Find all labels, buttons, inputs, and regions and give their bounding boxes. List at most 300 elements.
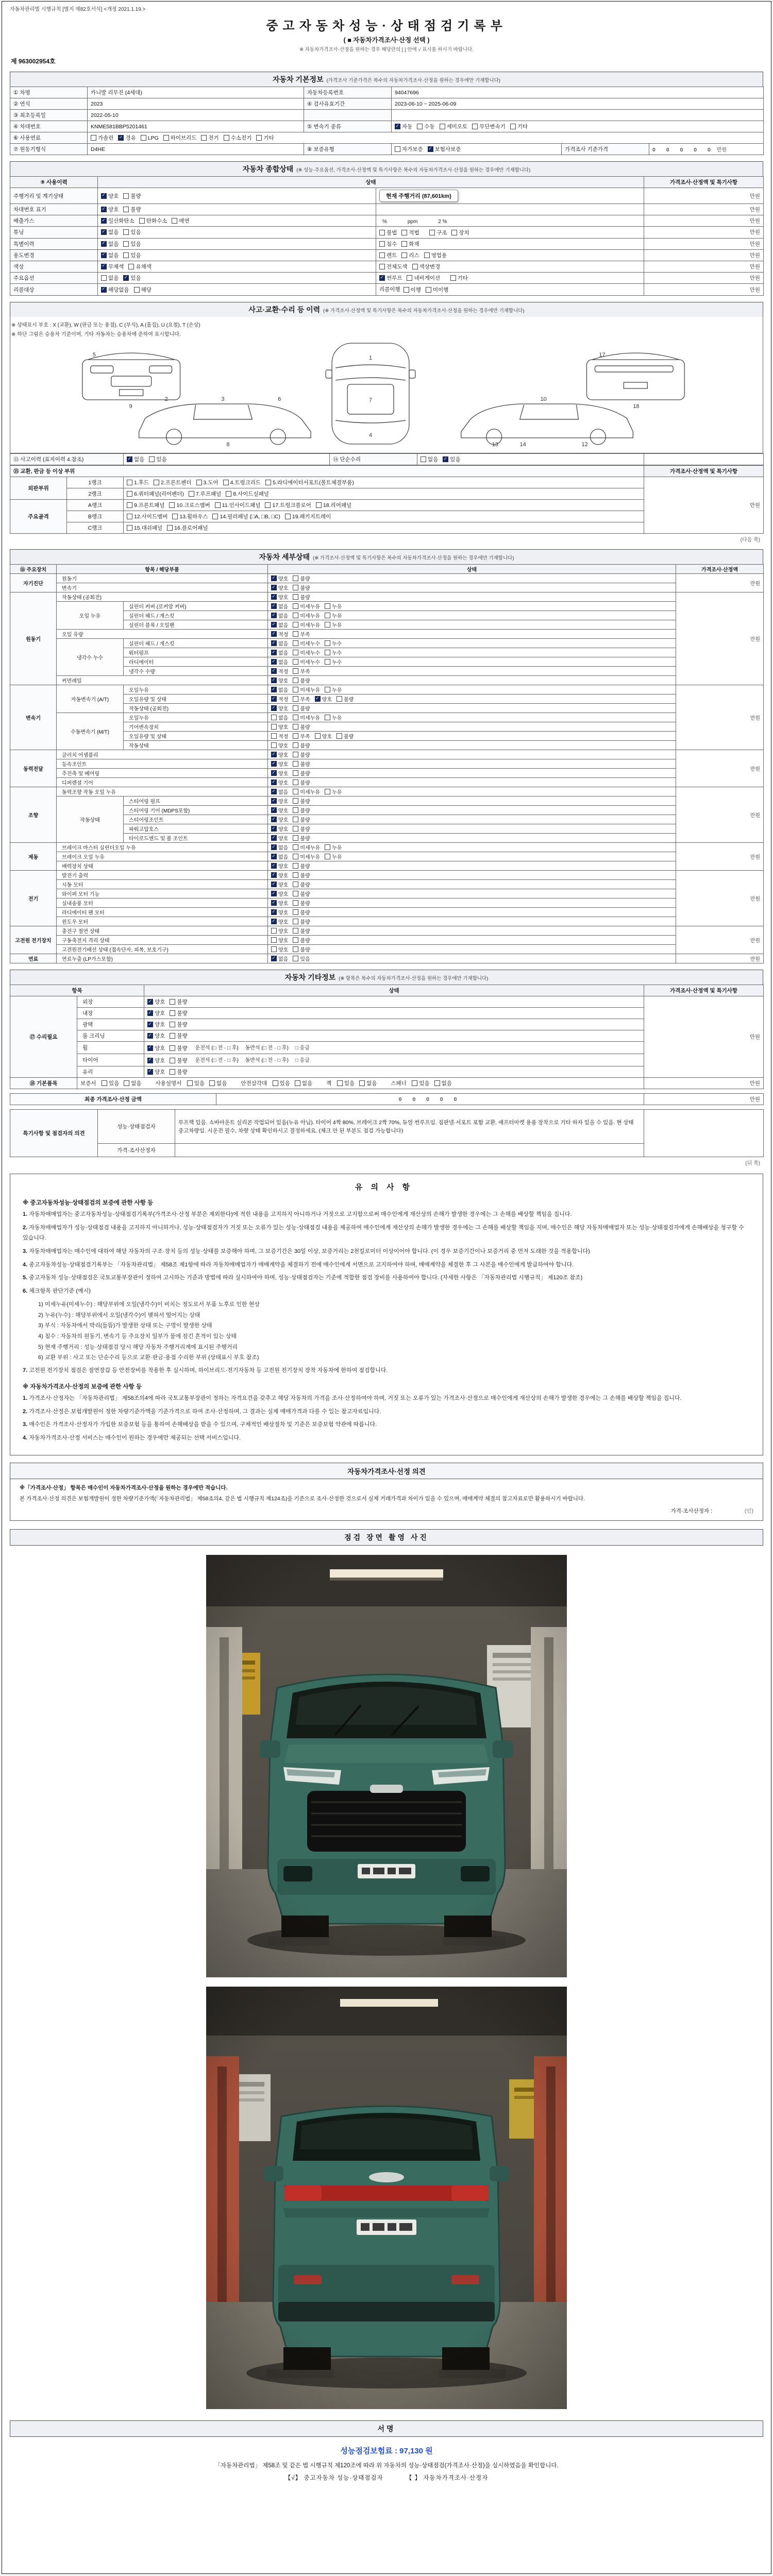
checkbox-양호[interactable]: ✓ 양호 bbox=[271, 918, 288, 925]
checkbox-이행[interactable]: 이행 bbox=[404, 286, 421, 294]
checkbox-불량[interactable]: 불량 bbox=[293, 778, 310, 786]
checkbox-있음[interactable]: 있음 bbox=[337, 1079, 355, 1087]
field-label: 용도변경 bbox=[10, 249, 98, 261]
checkbox-누유[interactable]: 누유 bbox=[325, 853, 342, 860]
checkbox-불량[interactable]: 불량 bbox=[293, 769, 310, 777]
checkbox-3.도어[interactable]: 3.도어 bbox=[196, 479, 219, 486]
table-cell: 리콜이행 이행 미이행 bbox=[376, 284, 644, 296]
checkbox-미세누유[interactable]: 미세누유 bbox=[293, 788, 320, 795]
signature-section-header: 서명 bbox=[10, 2420, 763, 2437]
checkbox-누유[interactable]: 누유 bbox=[325, 686, 342, 693]
checkbox-양호[interactable]: ✓ 양호 bbox=[271, 778, 288, 786]
checkbox-불량[interactable]: 불량 bbox=[293, 723, 310, 731]
inspection-insurance-fee: 성능점검보험료 : 97,130 원 bbox=[340, 2446, 433, 2455]
checkbox-화재[interactable]: 화재 bbox=[401, 240, 419, 248]
checkbox-불량[interactable]: 불량 bbox=[123, 206, 141, 213]
checkbox-불량[interactable]: 불량 bbox=[293, 806, 310, 814]
checkbox-불량[interactable]: 불량 bbox=[293, 945, 310, 953]
checkbox-없음[interactable]: ✓ 없음 bbox=[271, 853, 288, 860]
notice-item: 3. 매수인은 가격조사·산정자가 가입한 보증보험 등을 통하여 손해배상을 받을 수 있으며, 구체적인 배상절차 및 기준은 보증보험 약관에 따릅니다. bbox=[23, 1421, 377, 1428]
checkbox-있음[interactable]: 있음 bbox=[412, 1079, 429, 1087]
table-cell bbox=[376, 188, 644, 204]
checkbox-양호[interactable]: ✓ 양호 bbox=[147, 1009, 165, 1017]
form-reference: 자동차관리법 시행규칙 [별지 제82호서식] <개정 2021.1.19.> bbox=[10, 7, 146, 12]
group-label: 전기 bbox=[10, 871, 57, 926]
checkbox-미이행[interactable]: 미이행 bbox=[426, 286, 448, 294]
checkbox-불량[interactable]: 불량 bbox=[170, 1068, 187, 1076]
checkbox-1.후드[interactable]: 1.후드 bbox=[127, 479, 149, 486]
checkbox-양호[interactable]: ✓ 양호 bbox=[147, 1032, 165, 1040]
checkbox-누유[interactable]: 누유 bbox=[325, 621, 342, 629]
checkbox-7.루프패널[interactable]: 7.루프패널 bbox=[189, 490, 221, 498]
checkbox-양호[interactable]: 양호 bbox=[271, 927, 288, 935]
amount-cell: 만원 bbox=[644, 1077, 764, 1089]
checkbox-해당[interactable]: 해당 bbox=[134, 286, 152, 294]
status-checks bbox=[268, 750, 676, 759]
item-label: 실린더 헤드 / 개스킷 bbox=[124, 639, 268, 648]
item-label: 추진축 및 베어링 bbox=[57, 769, 268, 778]
checkbox-전기[interactable]: 전기 bbox=[201, 134, 219, 142]
checkbox-양호[interactable]: ✓ 양호 bbox=[315, 695, 332, 703]
checkbox-누유[interactable]: 누유 bbox=[325, 788, 342, 795]
checkbox-불량[interactable]: 불량 bbox=[293, 797, 310, 805]
checkbox-8.사이드실패널[interactable]: 8.사이드실패널 bbox=[226, 490, 269, 498]
checkbox-있음[interactable]: 있음 bbox=[123, 240, 141, 248]
status-checks bbox=[268, 796, 676, 806]
checkbox-양호[interactable]: ✓ 양호 bbox=[147, 1021, 165, 1028]
checkbox-없음[interactable]: ✓ 없음 bbox=[271, 658, 288, 666]
checkbox-없음[interactable]: ✓ 없음 bbox=[127, 455, 144, 463]
group-label: 조향 bbox=[10, 787, 57, 843]
checkbox-유채색[interactable]: 유채색 bbox=[128, 263, 151, 270]
status-checks bbox=[268, 824, 676, 834]
checkbox-18.리어패널[interactable]: 18.리어패널 bbox=[316, 501, 351, 509]
page-marker-next: (다음 쪽) bbox=[740, 537, 760, 544]
table-cell bbox=[98, 249, 376, 261]
overall-condition-table bbox=[10, 176, 764, 296]
status-checks bbox=[268, 769, 676, 778]
table-cell: ⑨ 사용이력 bbox=[10, 177, 98, 188]
svg-text:14: 14 bbox=[519, 442, 526, 448]
checkbox-미세누수[interactable]: 미세누수 bbox=[293, 639, 320, 647]
checkbox-양호[interactable]: ✓ 양호 bbox=[271, 676, 288, 684]
table-cell bbox=[376, 261, 644, 272]
checkbox-양호[interactable]: ✓ 양호 bbox=[271, 574, 288, 582]
checkbox-양호[interactable]: 양호 bbox=[271, 945, 288, 953]
checkbox-없음[interactable]: ✓ 없음 bbox=[271, 621, 288, 629]
checkbox-자동[interactable]: ✓ 자동 bbox=[395, 123, 412, 130]
price-appraiser-sign-label: 가격·조사산정자 : bbox=[670, 1507, 712, 1514]
checkbox-없음[interactable]: 없음 bbox=[124, 1079, 141, 1087]
price-opinion-body bbox=[10, 1479, 763, 1520]
checkbox-있음[interactable]: 있음 bbox=[293, 955, 310, 962]
checkbox-10.크로스멤버[interactable]: 10.크로스멤버 bbox=[169, 501, 210, 509]
photo-stack bbox=[10, 1546, 763, 2412]
checkbox-없음[interactable]: 없음 bbox=[271, 714, 288, 721]
checkbox-불량[interactable]: 불량 bbox=[293, 704, 310, 712]
status-checks bbox=[268, 852, 676, 861]
status-checks bbox=[268, 694, 676, 704]
item-label: 오일유량 및 상태 bbox=[124, 732, 268, 741]
table-cell bbox=[376, 238, 644, 249]
checkbox-불량[interactable]: 불량 bbox=[293, 936, 310, 944]
status-checks bbox=[268, 704, 676, 713]
checkbox-양호[interactable]: ✓ 양호 bbox=[271, 908, 288, 916]
checkbox-썬루프[interactable]: ✓ 썬루프 bbox=[379, 274, 402, 282]
notice-item: 1. 자동차매매업자는 중고자동차성능·상태점검기록부(가격조사·산정 부분은 제외한다)에 적힌 내용을 고지하지 아니하거나 거짓으로 고지함으로써 매수인에게 재산상의 손해가 발생한 경우에는 그 손해를 배상할 책임을 집니다. bbox=[23, 1211, 572, 1218]
signature-statement: 「자동차관리법」 제58조 및 같은 법 시행규칙 제120조에 따라 위 자동차의 성능·상태점검(가격조사·산정)을 실시하였음을 확인합니다. bbox=[214, 2462, 559, 2469]
checkbox-양호[interactable]: ✓ 양호 bbox=[271, 825, 288, 833]
notice-subitem: 2) 누유(누수) : 해당부위에서 오일(냉각수)이 맺혀서 떨어지는 상태 bbox=[38, 1312, 200, 1318]
amount-cell: 만원 bbox=[644, 188, 764, 204]
table-cell: 94047696 bbox=[392, 87, 764, 98]
checkbox-있음[interactable]: 있음 bbox=[123, 251, 141, 259]
photo-rear-graphic bbox=[206, 1987, 567, 2409]
subgroup-label: B랭크 bbox=[67, 511, 124, 522]
checkbox-19.패키지트레이[interactable]: 19.패키지트레이 bbox=[285, 513, 331, 520]
checkbox-부족[interactable]: 부족 bbox=[293, 732, 310, 740]
checkbox-12.사이드멤버[interactable]: 12.사이드멤버 bbox=[127, 513, 167, 520]
svg-text:5: 5 bbox=[92, 352, 96, 359]
checkbox-없음[interactable]: 없음 bbox=[295, 1079, 312, 1087]
checkbox-수소전기[interactable]: 수소전기 bbox=[224, 134, 252, 142]
checkbox-불량[interactable]: 불량 bbox=[337, 695, 354, 703]
field-label: ⑮ 교환, 판금 등 이상 부위 bbox=[10, 466, 644, 477]
checkbox-불량[interactable]: 불량 bbox=[293, 908, 310, 916]
checkbox-양호[interactable]: ✓ 양호 bbox=[271, 899, 288, 907]
checkbox-누유[interactable]: 누유 bbox=[325, 612, 342, 619]
checkbox-없음[interactable]: ✓ 없음 bbox=[271, 649, 288, 656]
checkbox-누수[interactable]: 누수 bbox=[325, 649, 342, 656]
checkbox-불량[interactable]: 불량 bbox=[293, 593, 310, 601]
checkbox-양호[interactable]: ✓ 양호 bbox=[147, 1044, 165, 1052]
checkbox-영업용[interactable]: 영업용 bbox=[424, 251, 447, 259]
checkbox-미세누유[interactable]: 미세누유 bbox=[293, 686, 320, 693]
checkbox-양호[interactable]: ✓ 양호 bbox=[147, 998, 165, 1006]
checkbox-누수[interactable]: 누수 bbox=[325, 639, 342, 647]
checkbox-없음[interactable]: 없음 bbox=[101, 274, 119, 282]
checkbox-15.대쉬패널[interactable]: 15.대쉬패널 bbox=[127, 524, 162, 532]
amount-cell: 만원 bbox=[676, 685, 764, 750]
table-cell bbox=[98, 215, 376, 227]
table-cell bbox=[124, 488, 644, 500]
checkbox-부족[interactable]: 부족 bbox=[293, 667, 310, 675]
checkbox-불량[interactable]: 불량 bbox=[293, 760, 310, 768]
checkbox-렌트[interactable]: 렌트 bbox=[379, 251, 397, 259]
checkbox-양호[interactable]: ✓ 양호 bbox=[101, 206, 119, 213]
item-label: 와이퍼 모터 기능 bbox=[57, 889, 268, 899]
checkbox-불량[interactable]: 불량 bbox=[293, 741, 310, 749]
subgroup-label: 자동변속기 (A/T) bbox=[57, 685, 124, 713]
checkbox-불량[interactable]: 불량 bbox=[293, 862, 310, 870]
checkbox-보험사보증[interactable]: ✓ 보험사보증 bbox=[428, 145, 461, 153]
checkbox-부족[interactable]: 부족 bbox=[293, 630, 310, 638]
field-label: 최종 가격조사·산정 금액 bbox=[10, 1094, 216, 1105]
checkbox-없음[interactable]: ✓ 없음 bbox=[101, 240, 119, 248]
checkbox-불량[interactable]: 불량 bbox=[293, 890, 310, 897]
checkbox-없음[interactable]: 없음 bbox=[421, 455, 438, 463]
checkbox-불량[interactable]: 불량 bbox=[293, 751, 310, 758]
checkbox-있음[interactable]: 있음 bbox=[187, 1079, 205, 1087]
checkbox-없음[interactable]: ✓ 없음 bbox=[101, 251, 119, 259]
checkbox-불량[interactable]: 불량 bbox=[170, 998, 187, 1006]
status-checks bbox=[268, 787, 676, 796]
checkbox-탄화수소[interactable]: 탄화수소 bbox=[139, 217, 167, 225]
checkbox-불량[interactable]: 불량 bbox=[293, 816, 310, 823]
checkbox-불량[interactable]: 불량 bbox=[293, 918, 310, 925]
price-opinion-text: 본 가격조사·산정 의견은 보험개발원이 정한 차량기준가액(「자동차관리법」 제58조의4, 같은 법 시행규칙 제124조)을 기준으로 조사·산정한 것으로서 실제 거래가격과 차이가 있을 수 있으며, 매매계약 체결의 참고자료로만 활용하시기 바랍니다. bbox=[20, 1496, 585, 1502]
item-label: 타이어 bbox=[77, 1054, 144, 1066]
checkbox-리스[interactable]: 리스 bbox=[401, 251, 419, 259]
item-label: 스티어링 펌프 bbox=[124, 796, 268, 806]
status-checks bbox=[268, 592, 676, 602]
checkbox-6.쿼터패널(리어펜더)[interactable]: 6.쿼터패널(리어펜더) bbox=[127, 490, 184, 498]
checkbox-하이브리드[interactable]: 하이브리드 bbox=[163, 134, 197, 142]
notice-subitem: 5) 현재 주행거리 : 성능·상태점검 당시 해당 자동차 주행거리계에 표시된 주행거리 bbox=[38, 1344, 238, 1350]
checkbox-14.필러패널 (□A, □B, □C)[interactable]: 14.필러패널 (□A, □B, □C) bbox=[212, 513, 280, 520]
checkbox-양호[interactable]: 양호 bbox=[271, 723, 288, 731]
checkbox-양호[interactable]: ✓ 양호 bbox=[271, 834, 288, 842]
checkbox-없음[interactable]: ✓ 없음 bbox=[271, 686, 288, 693]
checkbox-누유[interactable]: 누유 bbox=[325, 843, 342, 851]
checkbox-장치[interactable]: 장치 bbox=[451, 229, 469, 236]
checkbox-불량[interactable]: 불량 bbox=[293, 880, 310, 888]
amount-cell: 만원 bbox=[644, 1094, 764, 1105]
status-checks bbox=[268, 759, 676, 769]
group-label: ⑰ 수리필요 bbox=[10, 996, 77, 1077]
checkbox-16.플로어패널[interactable]: 16.플로어패널 bbox=[167, 524, 208, 532]
checkbox-없음[interactable]: 없음 bbox=[434, 1079, 452, 1087]
field-label: ⑧ 보증유형 bbox=[304, 144, 392, 155]
amount-cell: 만원 bbox=[644, 272, 764, 284]
group-label: 제동 bbox=[10, 843, 57, 871]
svg-text:12: 12 bbox=[581, 442, 588, 448]
checkbox-있음[interactable]: 있음 bbox=[273, 1079, 290, 1087]
checkbox-불량[interactable]: 불량 bbox=[170, 1057, 187, 1064]
checkbox-있음[interactable]: ✓ 있음 bbox=[123, 274, 141, 282]
status-checks bbox=[268, 722, 676, 732]
table-cell bbox=[98, 272, 376, 284]
status-checks bbox=[268, 908, 676, 917]
final-price-table bbox=[10, 1093, 764, 1105]
checkbox-불법[interactable]: 불법 bbox=[379, 229, 397, 236]
checkbox-미세누수[interactable]: 미세누수 bbox=[293, 658, 320, 666]
checkbox-불량[interactable]: 불량 bbox=[293, 574, 310, 582]
table-cell bbox=[376, 227, 644, 239]
checkbox-양호[interactable]: ✓ 양호 bbox=[147, 1068, 165, 1076]
checkbox-기타[interactable]: 기타 bbox=[256, 134, 274, 142]
checkbox-매연[interactable]: 매연 bbox=[172, 217, 189, 225]
table-cell bbox=[392, 110, 764, 121]
table-cell bbox=[88, 132, 764, 144]
group-label: 원동기 bbox=[10, 592, 57, 685]
notice-subitem: 3) 부식 : 자동차에서 박리(들뜸)가 발생한 상태 또는 구멍이 발생한 상태 bbox=[38, 1323, 212, 1329]
checkbox-4.트렁크리드[interactable]: 4.트렁크리드 bbox=[223, 479, 261, 486]
subgroup-label: A랭크 bbox=[67, 500, 124, 511]
checkbox-불량[interactable]: 불량 bbox=[170, 1021, 187, 1028]
svg-text:4: 4 bbox=[369, 432, 373, 439]
item-label: 냉각수 수량 bbox=[124, 667, 268, 676]
item-label: 룸 크리닝 bbox=[77, 1030, 144, 1042]
checkbox-미세누유[interactable]: 미세누유 bbox=[293, 612, 320, 619]
item-label: 디퍼렌셜 기어 bbox=[57, 778, 268, 787]
fee-amount: 97,130 원 bbox=[399, 2446, 433, 2455]
checkbox-누유[interactable]: 누유 bbox=[325, 602, 342, 610]
table-cell bbox=[98, 227, 376, 239]
page-marker-back: (뒤 쪽) bbox=[745, 1161, 760, 1167]
checkbox-13.휠하우스[interactable]: 13.휠하우스 bbox=[172, 513, 208, 520]
checkbox-11.인사이드패널[interactable]: 11.인사이드패널 bbox=[215, 501, 261, 509]
etc-info-table bbox=[10, 985, 764, 1089]
checkbox-적정[interactable]: ✓ 적정 bbox=[271, 630, 288, 638]
current-mileage-callout: 현재 주행거리 (87,601km) bbox=[379, 190, 458, 202]
checkbox-불량[interactable]: 불량 bbox=[337, 732, 354, 740]
checkbox-무단변속기[interactable]: 무단변속기 bbox=[472, 123, 506, 130]
checkbox-적정[interactable]: 적정 bbox=[271, 732, 288, 740]
checkbox-네비게이션[interactable]: 네비게이션 bbox=[407, 274, 440, 282]
table-cell: 루프랙 있음. 쇼바마운트 실리콘 작업되어 있음(누유 아님). 타이어 4짝 80%, 브레이크 2짝 70%, 듀얼 썬루프임. 짐판넬·서포트 포함 교환. 애프터마켓 용품 장착으로 기타 하자 있을 수 있음. 현 상태 중고차량임. 시운전 필수, 차량 상태 확인하시고 결정하세요. (체크 안 된 부분도 점검 가능합니다) bbox=[175, 1110, 644, 1144]
checkbox-적정[interactable]: ✓ 적정 bbox=[271, 667, 288, 675]
item-label: 작동상태 (공회전) bbox=[124, 704, 268, 713]
checkbox-양호[interactable]: ✓ 양호 bbox=[271, 862, 288, 870]
checkbox-구조[interactable]: 구조 bbox=[429, 229, 447, 236]
item-label: 구동축전지 격리 상태 bbox=[57, 936, 268, 945]
checkbox-불량[interactable]: 불량 bbox=[293, 676, 310, 684]
checkbox-양호[interactable]: ✓ 양호 bbox=[271, 880, 288, 888]
field-label: 차대번호 표기 bbox=[10, 204, 98, 215]
checkbox-불량[interactable]: 불량 bbox=[293, 871, 310, 879]
item-label: 실린더 커버 (로커암 커버) bbox=[124, 602, 268, 611]
checkbox-없음[interactable]: ✓ 없음 bbox=[271, 788, 288, 795]
checkbox-양호[interactable]: ✓ 양호 bbox=[271, 593, 288, 601]
status-checks bbox=[268, 834, 676, 843]
checkbox-있음[interactable]: 있음 bbox=[102, 1079, 119, 1087]
checkbox-양호[interactable]: ✓ 양호 bbox=[147, 1057, 165, 1064]
checkbox-누유[interactable]: 누유 bbox=[325, 714, 342, 721]
checkbox-불량[interactable]: 불량 bbox=[293, 834, 310, 842]
checkbox-침수[interactable]: 침수 bbox=[379, 240, 397, 248]
checkbox-양호[interactable]: 양호 bbox=[271, 741, 288, 749]
checkbox-미세누유[interactable]: 미세누유 bbox=[293, 621, 320, 629]
checkbox-양호[interactable]: ✓ 양호 bbox=[271, 760, 288, 768]
checkbox-전체도색[interactable]: 전체도색 bbox=[379, 263, 408, 270]
table-cell bbox=[124, 500, 644, 511]
checkbox-양호[interactable]: 양호 bbox=[271, 936, 288, 944]
checkbox-2.프론트펜더[interactable]: 2.프론트펜더 bbox=[154, 479, 191, 486]
checkbox-무채색[interactable]: ✓ 무채색 bbox=[101, 263, 124, 270]
checkbox-양호[interactable]: ✓ 양호 bbox=[271, 890, 288, 897]
checkbox-해당없음[interactable]: ✓ 해당없음 bbox=[101, 286, 129, 294]
section-accident-header: 사고·교환·수리 등 이력 (※ 가격조사·산정액 및 특기사항은 복수의 자동차가격조사·산정을 원하는 경우에만 기재합니다) bbox=[10, 302, 763, 317]
document-subtitle-note: ※ 자동차가격조사·산정을 원하는 경우 해당란의 [ ] 안에 √ 표시를 하시기 바랍니다. bbox=[299, 47, 474, 53]
checkbox-불량[interactable]: 불량 bbox=[293, 899, 310, 907]
status-checks bbox=[268, 685, 676, 694]
checkbox-미세누유[interactable]: 미세누유 bbox=[293, 843, 320, 851]
checkbox-세미오토[interactable]: 세미오토 bbox=[440, 123, 468, 130]
seal-placeholder: (인) bbox=[744, 1507, 753, 1514]
item-label: 오일누유 bbox=[124, 685, 268, 694]
checkbox-불량[interactable]: 불량 bbox=[170, 1044, 187, 1052]
checkbox-적정[interactable]: ✓ 적정 bbox=[271, 695, 288, 703]
checkbox-가솔린[interactable]: 가솔린 bbox=[91, 134, 113, 142]
subgroup-label: 오일 누유 bbox=[57, 602, 124, 630]
checkbox-자가보증[interactable]: 자가보증 bbox=[395, 145, 423, 153]
checkbox-없음[interactable]: ✓ 없음 bbox=[271, 612, 288, 619]
checkbox-일산화탄소[interactable]: ✓ 일산화탄소 bbox=[101, 217, 135, 225]
checkbox-적법[interactable]: 적법 bbox=[401, 229, 419, 236]
item-label: 연료누출 (LP가스포함) bbox=[57, 954, 268, 963]
svg-text:6: 6 bbox=[278, 396, 281, 403]
item-label: 타이로드엔드 및 볼 조인트 bbox=[124, 834, 268, 843]
status-checks bbox=[268, 713, 676, 722]
checkbox-양호[interactable]: ✓ 양호 bbox=[101, 192, 119, 200]
checkbox-불량[interactable]: 불량 bbox=[293, 927, 310, 935]
checkbox-없음[interactable]: ✓ 없음 bbox=[101, 228, 119, 236]
checkbox-양호[interactable]: ✓ 양호 bbox=[271, 769, 288, 777]
field-label: ① 차명 bbox=[10, 87, 88, 98]
checkbox-불량[interactable]: 불량 bbox=[123, 192, 141, 200]
status-checks: ✓ 양호 불량 운전석 (□ 전 · □ 후) 동반석 (□ 전 · □ 후) □ 응급 bbox=[144, 1054, 644, 1066]
checkbox-양호[interactable]: ✓ 양호 bbox=[271, 751, 288, 758]
checkbox-불량[interactable]: 불량 bbox=[293, 584, 310, 591]
checkbox-있음[interactable]: 있음 bbox=[123, 228, 141, 236]
checkbox-없음[interactable]: ✓ 없음 bbox=[271, 602, 288, 610]
item-label: 동력조향 작동 오일 누유 bbox=[57, 787, 268, 796]
item-label: 작동상태 bbox=[124, 741, 268, 750]
checkbox-있음[interactable]: ✓ 있음 bbox=[443, 455, 460, 463]
status-checks bbox=[268, 620, 676, 630]
checkbox-수동[interactable]: 수동 bbox=[417, 123, 434, 130]
checkbox-불량[interactable]: 불량 bbox=[170, 1032, 187, 1040]
checkbox-5.라디에이터서포트(볼트체결부품)[interactable]: 5.라디에이터서포트(볼트체결부품) bbox=[265, 479, 354, 486]
accident-history-table bbox=[10, 453, 764, 465]
checkbox-미세누유[interactable]: 미세누유 bbox=[293, 602, 320, 610]
checkbox-없음[interactable]: ✓ 없음 bbox=[271, 843, 288, 851]
checkbox-9.프론트패널[interactable]: 9.프론트패널 bbox=[127, 501, 164, 509]
price-opinion-title: 자동차가격조사·선정 의견 bbox=[10, 1463, 763, 1479]
field-label: ④ 차대번호 bbox=[10, 121, 88, 132]
checkbox-불량[interactable]: 불량 bbox=[170, 1009, 187, 1017]
checkbox-없음[interactable]: ✓ 없음 bbox=[271, 639, 288, 647]
checkbox-부족[interactable]: 부족 bbox=[293, 695, 310, 703]
checkbox-없음[interactable]: 없음 bbox=[359, 1079, 377, 1087]
checkbox-색상변경[interactable]: 색상변경 bbox=[412, 263, 441, 270]
checkbox-없음[interactable]: 없음 bbox=[209, 1079, 227, 1087]
checkbox-미세누유[interactable]: 미세누유 bbox=[293, 853, 320, 860]
checkbox-있음[interactable]: 있음 bbox=[149, 455, 166, 463]
checkbox-양호[interactable]: ✓ 양호 bbox=[271, 704, 288, 712]
status-checks bbox=[268, 611, 676, 620]
checkbox-양호[interactable]: 양호 bbox=[315, 732, 332, 740]
checkbox-경유[interactable]: ✓ 경유 bbox=[118, 134, 136, 142]
checkbox-17.트렁크플로어[interactable]: 17.트렁크플로어 bbox=[265, 501, 311, 509]
checkbox-없음[interactable]: ✓ 없음 bbox=[271, 955, 288, 962]
checkbox-양호[interactable]: ✓ 양호 bbox=[271, 816, 288, 823]
checkbox-양호[interactable]: ✓ 양호 bbox=[271, 584, 288, 591]
checkbox-미세누유[interactable]: 미세누유 bbox=[293, 714, 320, 721]
checkbox-양호[interactable]: ✓ 양호 bbox=[271, 871, 288, 879]
checkbox-양호[interactable]: ✓ 양호 bbox=[271, 797, 288, 805]
notice-item: 5. 중고자동차 성능·상태점검은 국토교통부장관이 정하여 고시하는 기준과 방법에 따라 실시하여야 하며, 성능·상태점검자는 기준에 적합한 점검 장비를 사용하여야 합니다. (자세한 사항은 「자동차관리법 시행규칙」 제120조 참조) bbox=[23, 1275, 583, 1281]
checkbox-불량[interactable]: 불량 bbox=[293, 825, 310, 833]
status-checks bbox=[268, 954, 676, 963]
checkbox-양호[interactable]: ✓ 양호 bbox=[271, 806, 288, 814]
checkbox-기타[interactable]: 기타 bbox=[450, 274, 468, 282]
checkbox-누수[interactable]: 누수 bbox=[325, 658, 342, 666]
checkbox-미세누수[interactable]: 미세누수 bbox=[293, 649, 320, 656]
checkbox-기타[interactable]: 기타 bbox=[510, 123, 528, 130]
checkbox-LPG[interactable]: LPG bbox=[141, 135, 159, 141]
